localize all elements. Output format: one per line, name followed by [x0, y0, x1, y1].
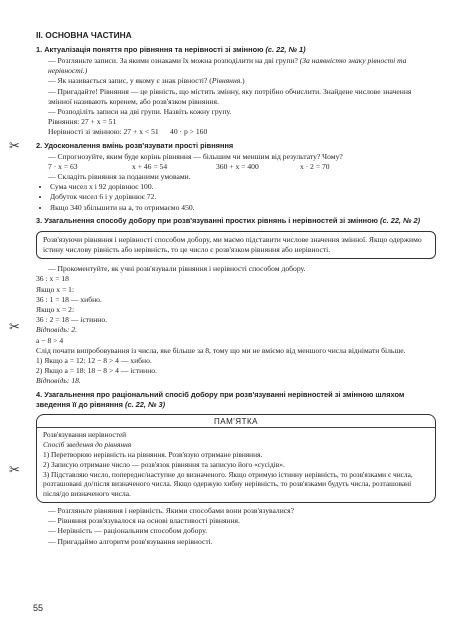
memo-box [36, 414, 436, 503]
s3-line: 36 : 2 = 18 — істинно. [36, 315, 108, 325]
section-title: ІІ. ОСНОВНА ЧАСТИНА [36, 30, 132, 40]
s3-answer: Відповідь: 18. [36, 376, 81, 386]
equation: 360 + x = 400 [216, 161, 259, 171]
memo-step: 2) Записую отримане число — розв'язок рівняння та записую його «сусідів». [43, 459, 285, 469]
s1-line-1: — Розгляньте записи. За якими ознаками їх можна розподілити на дві групи? (За наявністю знаку рівності та нерівності.) [48, 56, 407, 76]
s3-answer: Відповідь: 2. [36, 325, 78, 335]
s2-task: — Складіть рівняння за поданими умовами. [48, 172, 191, 182]
memo-step: 3) Підставляю число, попереднє/наступне до визначеного. Якщо отримую істинну нерівність, то розв'язками є числа, розташовані до/після визначеного числа. Якщо одержую хибну нерівність, то розв'язками будуть числа, розташовані після/до визначеного числа. [43, 469, 413, 499]
scissors-icon: ✂ [9, 319, 20, 334]
page-number: 55 [33, 603, 44, 613]
s3-line: Слід почати випробовування із числа, яке більше за 8, тому що ми не вміємо від меншого числа віднімати більше. [36, 345, 406, 355]
heading-1: 1. Актуалізація поняття про рівняння та нерівності зі змінною (с. 22, № 1) [36, 45, 306, 54]
s1-line-5: Рівняння: 27 + x = 51 [48, 117, 117, 127]
heading-2: 2. Удосконалення вмінь розв'язувати прості рівняння [36, 140, 234, 150]
s1-line-6: Нерівності зі змінною: 27 + x < 51 40 · p > 160 [48, 127, 208, 137]
equation: 7 · x = 63 [48, 161, 78, 171]
memo-step: 1) Перетворюю нерівність на рівняння. Розв'язую отримане рівняння. [43, 450, 263, 460]
s3-line: Якщо x = 2: [36, 305, 75, 315]
s1-line-4: — Розподіліть записи на дві групи. Назвіть кожну групу. [48, 107, 232, 117]
s4-line: — Розгляньте рівняння і нерівність. Якими способами вони розв'язувалися? [48, 506, 295, 516]
list-item: • Якщо 340 збільшити на a, то отримаємо 450. [50, 203, 436, 213]
s3-line: Якщо x = 1: [36, 284, 75, 294]
equation: x + 46 = 54 [132, 161, 168, 171]
s4-line: — Нерівність — раціональним способом добору. [48, 526, 208, 536]
s2-bullets [36, 182, 436, 213]
s3-line: — Прокоментуйте, як учні розв'язували рівняння і нерівності способом добору. [48, 264, 306, 274]
s4-line: — Рівняння розв'язувалося на основі властивості рівняння. [48, 516, 240, 526]
equation: x · 2 = 70 [300, 161, 330, 171]
scissors-icon: ✂ [9, 462, 20, 477]
s1-line-3: — Пригадайте! Рівняння — це рівність, що містить змінну, яку потрібно обчислити. Знайдене числове значення змінної називають коренем, або розв'язком рівняння. [48, 86, 412, 106]
page-content [36, 30, 436, 547]
heading-4: 4. Узагальнення про раціональний спосіб добору при розв'язуванні нерівностей зі змінною шляхом зведення її до рівняння (с. 22, № 3) [36, 389, 405, 409]
s3-line: 1) Якщо a = 12: 12 − 8 > 4 — хибно. [36, 356, 152, 366]
s3-line: 36 : 1 = 18 — хибно. [36, 294, 102, 304]
heading-3: 3. Узагальнення способу добору при розв'язуванні простих рівнянь і нерівностей зі змінною (с. 22, № 2) [36, 215, 421, 225]
s3-line: 36 : x = 18 [36, 274, 69, 284]
s2-intro: — Спрогнозуйте, яким буде корінь рівняння — більшим чи меншим від результату? Чому? [48, 151, 343, 161]
s4-line: — Пригадаймо алгоритм розв'язування нерівності. [48, 536, 213, 546]
s1-line-2: — Як називається запис, у якому є знак рівності? (Рівняння.) [48, 76, 245, 86]
memo-subtitle-2: Спосіб зведення до рівняння [43, 440, 132, 450]
memo-title: ПАМ'ЯТКА [37, 417, 435, 429]
list-item: • Сума чисел x і 92 дорівнює 100. [50, 182, 436, 192]
rule-box: Розв'язуючи рівняння і нерівності способом добору, ми маємо підставити числове значення змінної. Якщо одержимо істину числову рівність або нерівність, то це число є розв'язком рівняння або нерівності. [36, 231, 436, 259]
s3-line: a − 8 > 4 [36, 335, 64, 345]
scissors-icon: ✂ [9, 138, 20, 153]
memo-subtitle: Розв'язування нерівностей [43, 430, 127, 440]
s3-line: 2) Якщо a = 18: 18 − 8 > 4 — істинно. [36, 366, 157, 376]
list-item: • Добуток чисел 6 і y дорівнює 72. [50, 192, 436, 202]
s2-equations [48, 162, 436, 172]
